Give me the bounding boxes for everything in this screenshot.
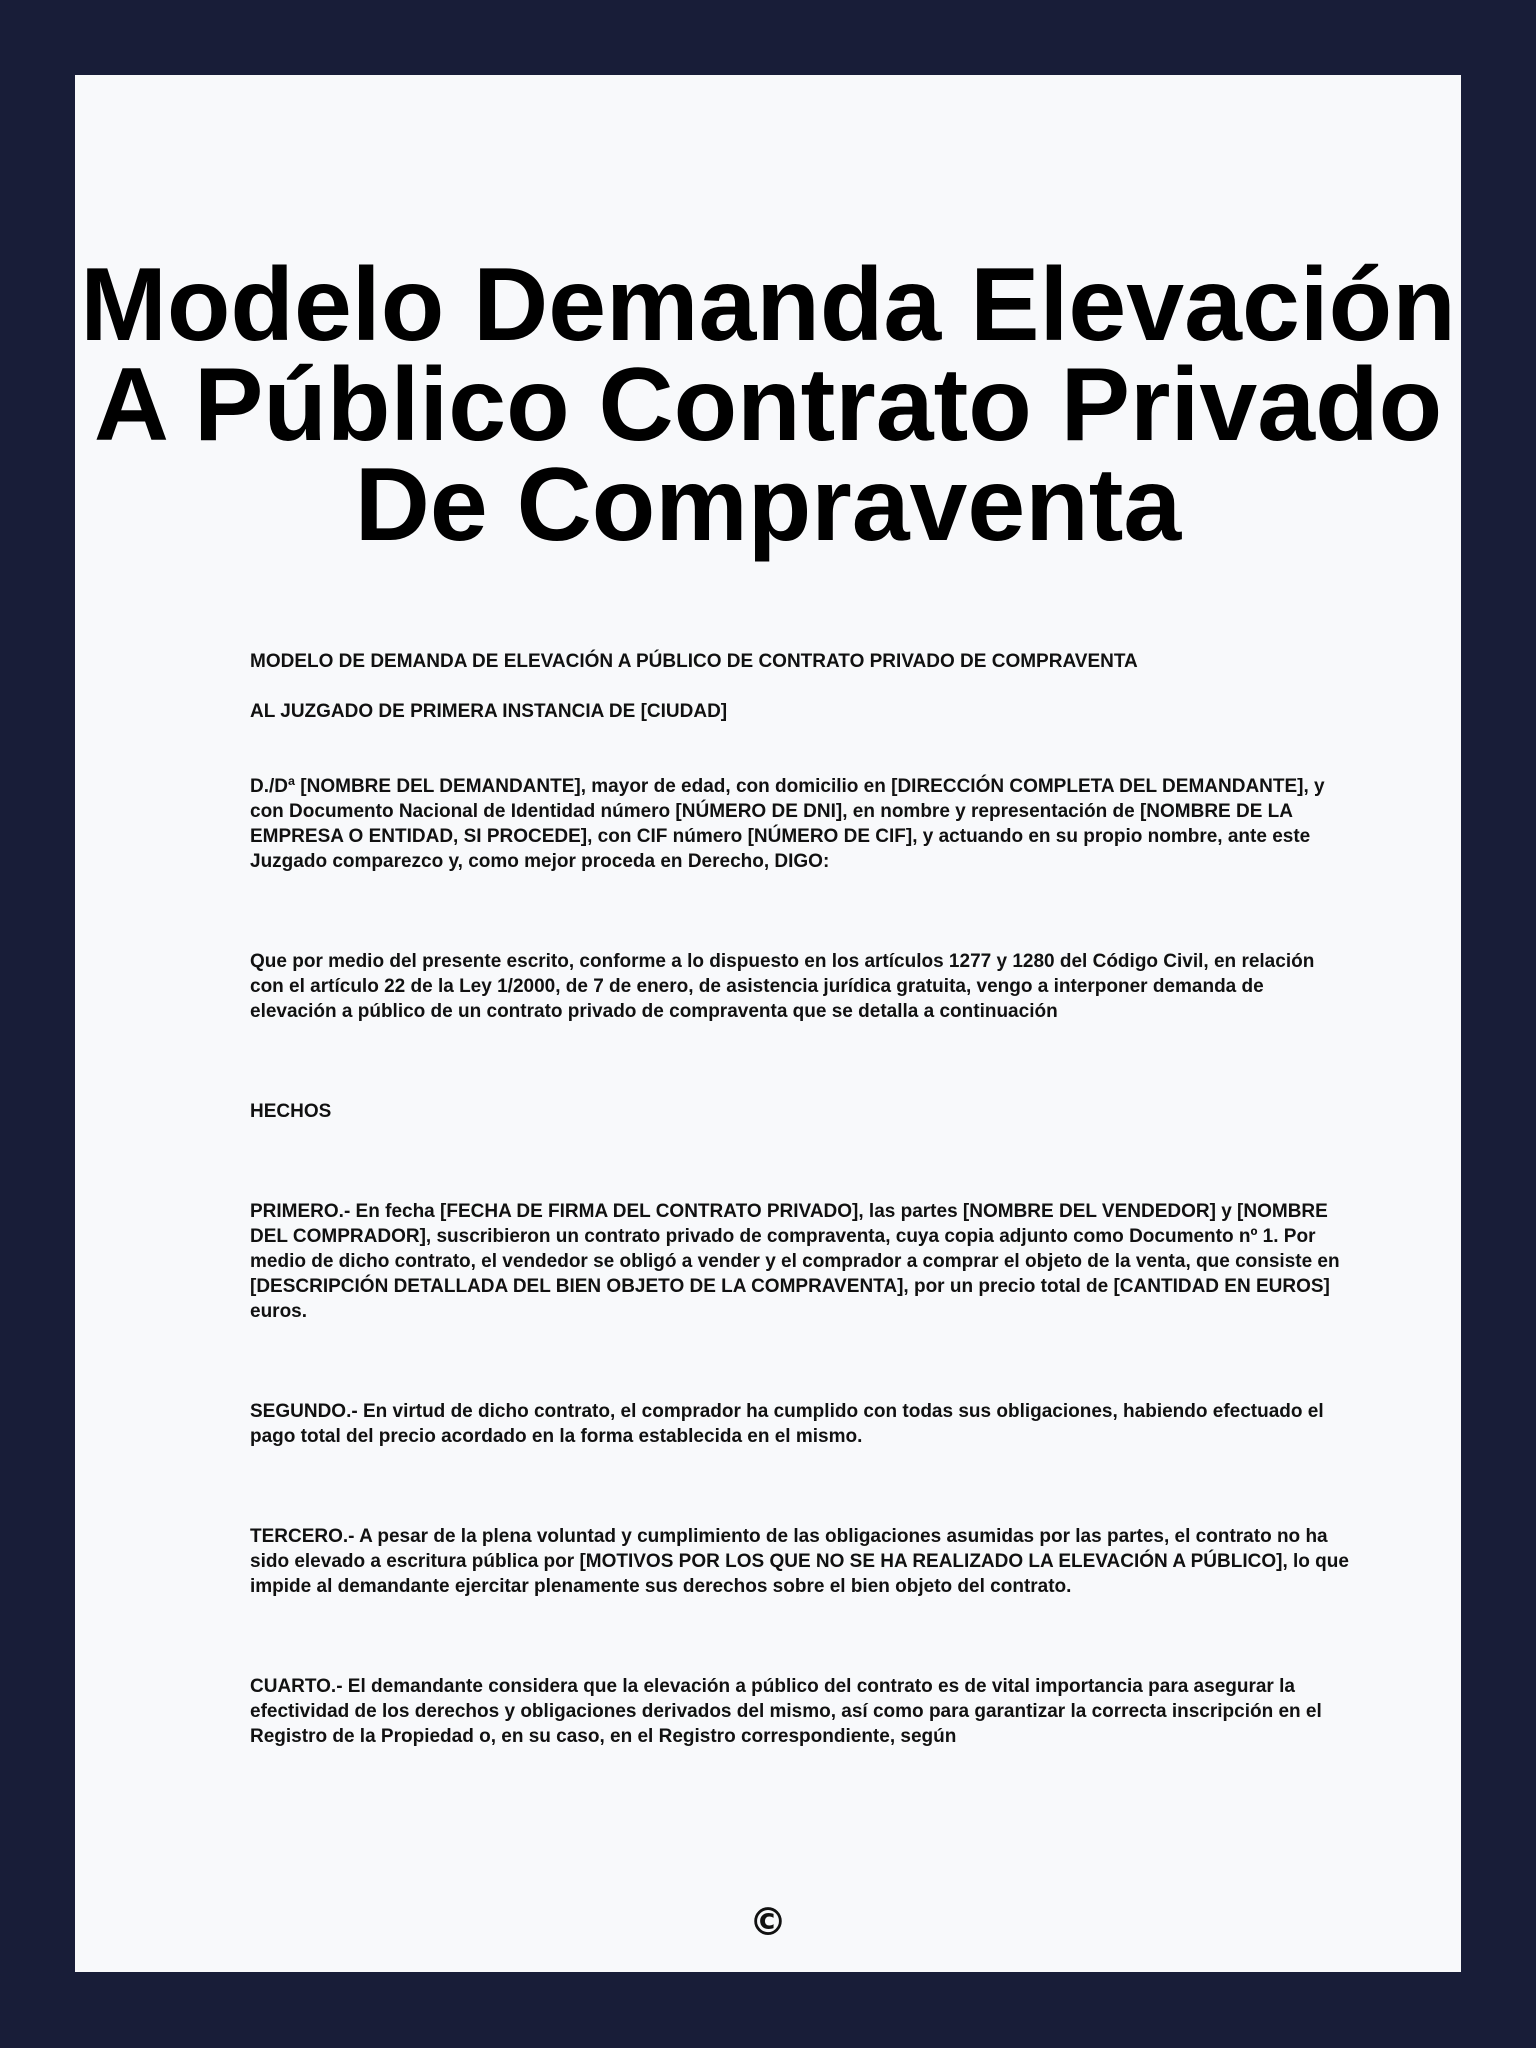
- claim-statement-paragraph: Que por medio del presente escrito, conforme a lo dispuesto en los artículos 1277 y 1280 del Código Civil, en relación con el artículo 22 de la Ley 1/2000, de 7 de enero, de asistencia jurídica gratuita, vengo a interponer demanda de elevación a público de un contrato privado de compraventa que se detalla a continuación: [250, 951, 1315, 1022]
- fact-second-paragraph: SEGUNDO.- En virtud de dicho contrato, el comprador ha cumplido con todas sus obligaciones, habiendo efectuado el pago total del precio acordado en la forma establecida en el mismo.: [250, 1401, 1324, 1447]
- fact-third-paragraph: TERCERO.- A pesar de la plena voluntad y cumplimiento de las obligaciones asumidas por las partes, el contrato no ha sido elevado a escritura pública por [MOTIVOS POR LOS QUE NO SE HA REALIZADO LA ELEVACIÓN A PÚBLICO], lo que impide al demandante ejercitar plenamente sus derechos sobre el bien objeto del contrato.: [250, 1526, 1349, 1597]
- plaintiff-intro-paragraph: D./Dª [NOMBRE DEL DEMANDANTE], mayor de edad, con domicilio en [DIRECCIÓN COMPLETA DEL DEMANDANTE], y con Documento Nacional de Identidad número [NÚMERO DE DNI], en nombre y representación de [NOMBRE DE LA EMPRESA O ENTIDAD, SI PROCEDE], con CIF número [NÚMERO DE CIF], y actuando en su propio nombre, ante este Juzgado comparezco y, como mejor proceda en Derecho, DIGO:: [250, 776, 1325, 872]
- facts-heading: HECHOS: [250, 1101, 332, 1122]
- copyright-icon: ©: [749, 1900, 787, 1944]
- fact-first-paragraph: PRIMERO.- En fecha [FECHA DE FIRMA DEL CONTRATO PRIVADO], las partes [NOMBRE DEL VENDEDOR] y [NOMBRE DEL COMPRADOR], suscribieron un contrato privado de compraventa, cuya copia adjunto como Documento nº 1. Por medio de dicho contrato, el vendedor se obligó a vender y el comprador a comprar el objeto de la venta, que consiste en [DESCRIPCIÓN DETALLADA DEL BIEN OBJETO DE LA COMPRAVENTA], por un precio total de [CANTIDAD EN EUROS] euros.: [250, 1201, 1340, 1322]
- document-title: Modelo Demanda Elevación A Público Contrato Privado De Compraventa: [80, 247, 1456, 563]
- document-heading: MODELO DE DEMANDA DE ELEVACIÓN A PÚBLICO DE CONTRATO PRIVADO DE COMPRAVENTA: [250, 651, 1138, 672]
- document-body: [250, 649, 1350, 1749]
- fact-fourth-paragraph: CUARTO.- El demandante considera que la elevación a público del contrato es de vital importancia para asegurar la efectividad de los derechos y obligaciones derivados del mismo, así como para garantizar la correcta inscripción en el Registro de la Propiedad o, en su caso, en el Registro correspondiente, según: [250, 1676, 1322, 1747]
- document-page: [75, 75, 1461, 1972]
- court-address: AL JUZGADO DE PRIMERA INSTANCIA DE [CIUDAD]: [250, 701, 728, 722]
